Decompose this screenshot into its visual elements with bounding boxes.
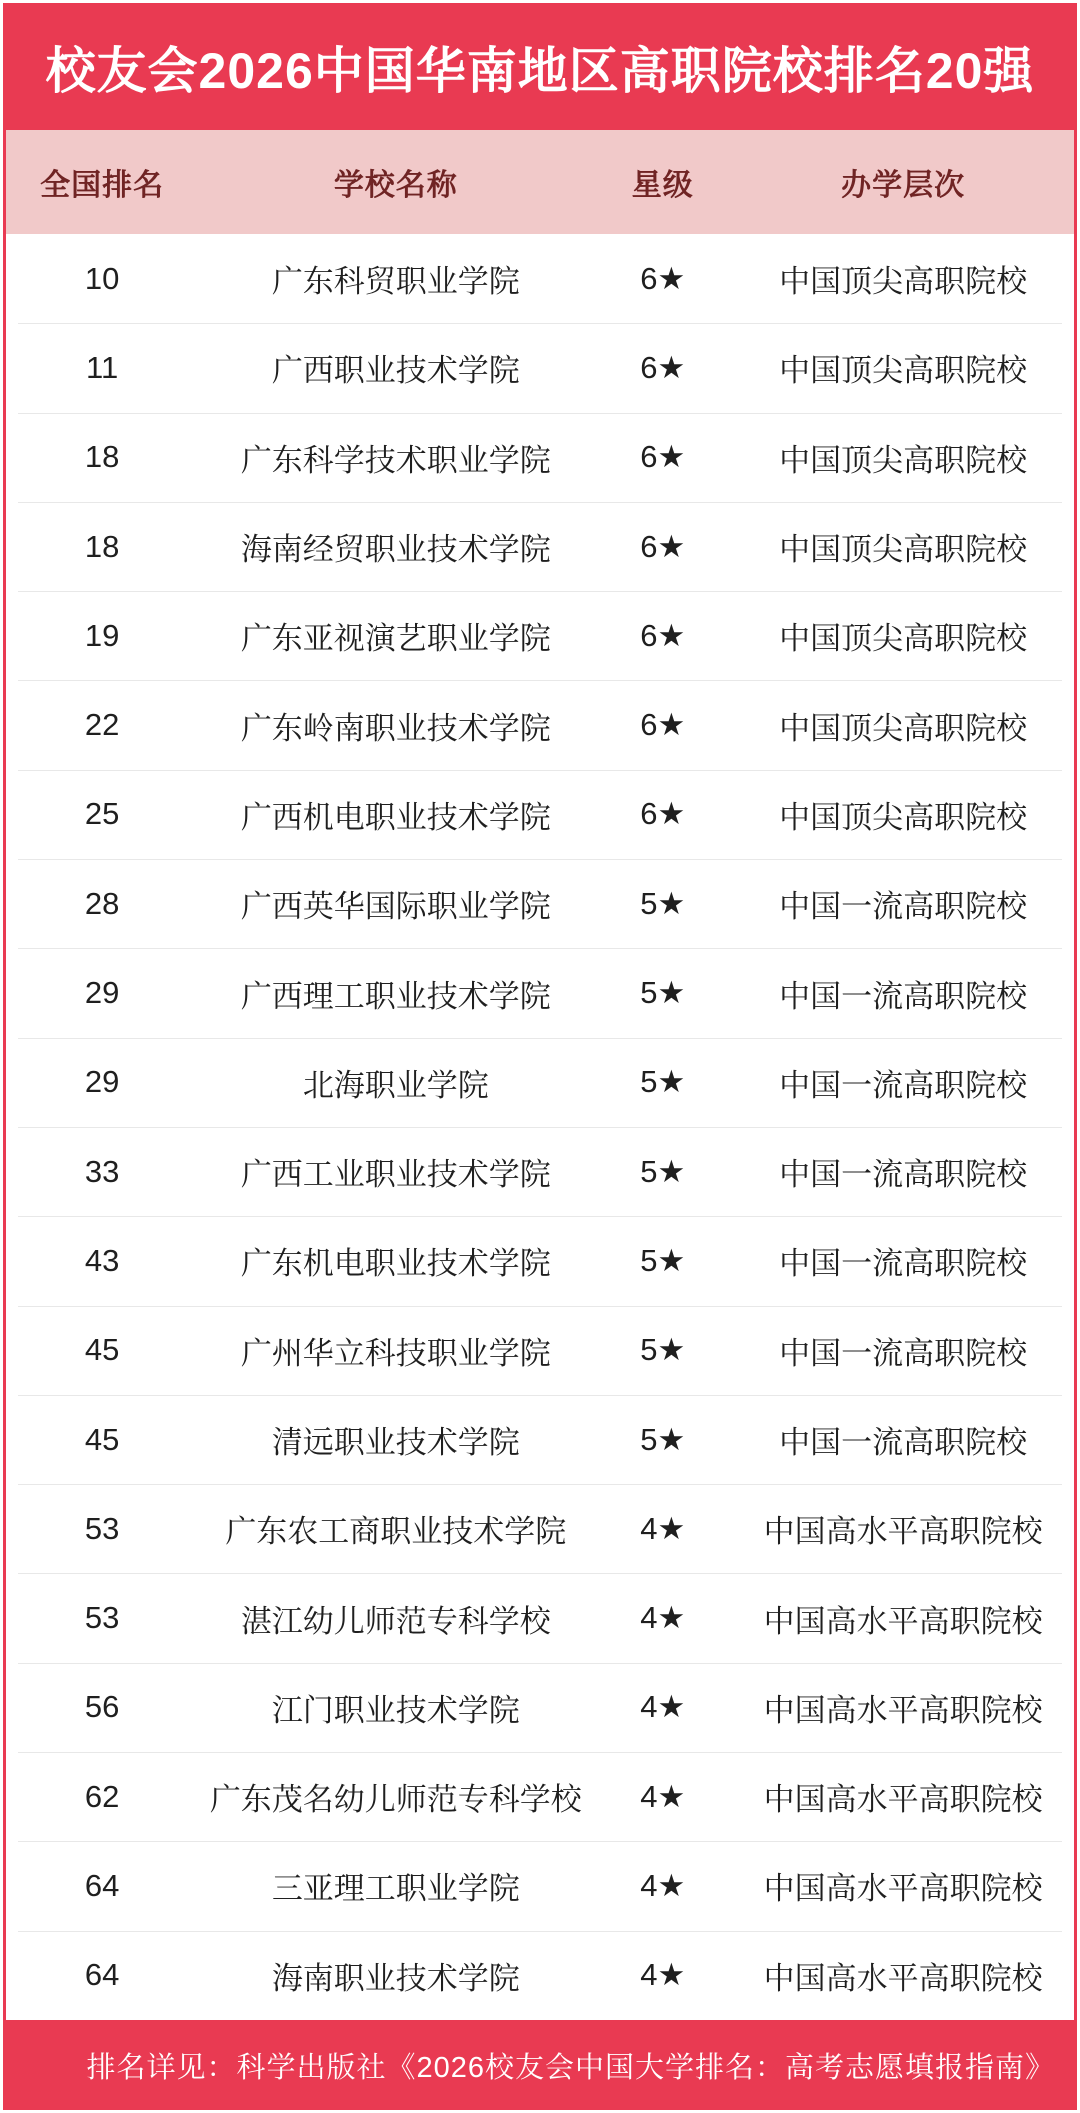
rank-cell: 18: [84, 439, 120, 475]
star-cell: 4★: [640, 1867, 686, 1903]
school-name-cell: 广西机电职业技术学院: [240, 799, 551, 835]
star-cell: 6★: [640, 707, 686, 743]
level-cell: 中国一流高职院校: [779, 889, 1028, 925]
school-name-cell: 广东岭南职业技术学院: [240, 710, 551, 746]
column-header-star: 星级: [631, 169, 694, 202]
table-row: [6, 1216, 1074, 1305]
school-name-cell: 广东亚视演艺职业学院: [240, 621, 551, 657]
rank-cell: 28: [84, 885, 120, 921]
rank-cell: 53: [84, 1510, 120, 1546]
school-name-cell: 广东机电职业技术学院: [240, 1246, 551, 1282]
star-cell: 6★: [640, 796, 686, 832]
star-cell: 6★: [640, 439, 686, 475]
school-name-cell: 广州华立科技职业学院: [240, 1335, 551, 1371]
level-cell: 中国一流高职院校: [779, 978, 1028, 1014]
school-name-cell: 广东茂名幼儿师范专科学校: [209, 1782, 582, 1818]
star-cell: 5★: [640, 1153, 686, 1189]
level-cell: 中国顶尖高职院校: [779, 442, 1028, 478]
rank-cell: 45: [84, 1421, 120, 1457]
star-cell: 4★: [640, 1778, 686, 1814]
table-row: [6, 1306, 1074, 1395]
school-name-cell: 广东科学技术职业学院: [240, 442, 551, 478]
school-name-cell: 海南职业技术学院: [271, 1960, 520, 1996]
rank-cell: 53: [84, 1600, 120, 1636]
rank-cell: 18: [84, 528, 120, 564]
level-cell: 中国顶尖高职院校: [779, 621, 1028, 657]
school-name-cell: 江门职业技术学院: [271, 1692, 520, 1728]
rank-cell: 64: [84, 1867, 120, 1903]
school-name-cell: 湛江幼儿师范专科学校: [240, 1603, 551, 1639]
level-cell: 中国高水平高职院校: [763, 1514, 1043, 1550]
table-row: [6, 502, 1074, 591]
rank-cell: 62: [84, 1778, 120, 1814]
table-row: [6, 1663, 1074, 1752]
level-cell: 中国一流高职院校: [779, 1335, 1028, 1371]
table-row: [6, 591, 1074, 680]
table-body: [6, 234, 1074, 2020]
level-cell: 中国一流高职院校: [779, 1246, 1028, 1282]
column-header-school: 学校名称: [333, 169, 458, 202]
school-name-cell: 北海职业学院: [302, 1067, 489, 1103]
star-cell: 4★: [640, 1957, 686, 1993]
rank-cell: 33: [84, 1153, 120, 1189]
level-cell: 中国顶尖高职院校: [779, 353, 1028, 389]
star-cell: 4★: [640, 1689, 686, 1725]
table-row: [6, 770, 1074, 859]
rank-cell: 56: [84, 1689, 120, 1725]
star-cell: 5★: [640, 975, 686, 1011]
school-name-cell: 清远职业技术学院: [271, 1425, 520, 1460]
table-row: [6, 1395, 1074, 1484]
footer-bar: [3, 2020, 1077, 2110]
rank-cell: 22: [84, 707, 120, 743]
table-row: [6, 1484, 1074, 1573]
star-cell: 6★: [640, 617, 686, 653]
table-row: [6, 1752, 1074, 1841]
level-cell: 中国一流高职院校: [779, 1157, 1028, 1193]
star-cell: 4★: [640, 1510, 686, 1546]
column-header-rank: 全国排名: [40, 169, 165, 202]
school-name-cell: 广西工业职业技术学院: [240, 1157, 551, 1193]
table-row: [6, 680, 1074, 769]
level-cell: 中国顶尖高职院校: [779, 264, 1028, 300]
rank-cell: 10: [84, 260, 120, 296]
star-cell: 5★: [640, 885, 686, 921]
school-name-cell: 广西英华国际职业学院: [240, 889, 551, 925]
table-row: [6, 1038, 1074, 1127]
star-cell: 6★: [640, 528, 686, 564]
star-cell: 5★: [640, 1064, 686, 1100]
column-header-level: 办学层次: [841, 169, 966, 202]
star-cell: 5★: [640, 1421, 686, 1457]
table-row: [6, 234, 1074, 323]
table-row: [6, 859, 1074, 948]
level-cell: 中国顶尖高职院校: [779, 799, 1028, 835]
level-cell: 中国高水平高职院校: [763, 1871, 1043, 1907]
level-cell: 中国一流高职院校: [779, 1067, 1028, 1103]
level-cell: 中国高水平高职院校: [763, 1782, 1043, 1818]
school-name-cell: 海南经贸职业技术学院: [240, 532, 551, 568]
school-name-cell: 广西理工职业技术学院: [240, 978, 551, 1014]
rank-cell: 29: [84, 1064, 120, 1100]
table-row: [6, 1573, 1074, 1662]
level-cell: 中国一流高职院校: [779, 1425, 1028, 1460]
table-row: [6, 1127, 1074, 1216]
school-name-cell: 广西职业技术学院: [271, 353, 520, 389]
title-bar: [3, 3, 1077, 130]
level-cell: 中国顶尖高职院校: [779, 710, 1028, 746]
table-row: [6, 1931, 1074, 2020]
table-row: [6, 323, 1074, 412]
rank-cell: 25: [84, 796, 120, 832]
rank-cell: 19: [84, 617, 120, 653]
star-cell: 6★: [640, 260, 686, 296]
rank-cell: 64: [84, 1957, 120, 1993]
star-cell: 4★: [640, 1600, 686, 1636]
level-cell: 中国高水平高职院校: [763, 1603, 1043, 1639]
school-name-cell: 三亚理工职业学院: [271, 1871, 520, 1907]
school-name-cell: 广东科贸职业学院: [271, 264, 520, 300]
page-title: 校友会2026中国华南地区高职院校排名20强: [45, 42, 1035, 99]
table-header-row: [6, 130, 1074, 234]
rank-cell: 11: [86, 349, 119, 385]
star-cell: 5★: [640, 1332, 686, 1368]
star-cell: 5★: [640, 1242, 686, 1278]
rank-cell: 29: [84, 975, 120, 1011]
level-cell: 中国高水平高职院校: [763, 1960, 1043, 1996]
star-cell: 6★: [640, 349, 686, 385]
school-name-cell: 广东农工商职业技术学院: [225, 1514, 567, 1550]
table-row: [6, 1841, 1074, 1930]
footer-note: 排名详见：科学出版社《2026校友会中国大学排名：高考志愿填报指南》: [86, 2051, 1055, 2084]
rank-cell: 45: [84, 1332, 120, 1368]
ranking-table: [6, 130, 1074, 2020]
level-cell: 中国顶尖高职院校: [779, 532, 1028, 568]
level-cell: 中国高水平高职院校: [763, 1692, 1043, 1728]
table-row: [6, 948, 1074, 1037]
rank-cell: 43: [84, 1242, 120, 1278]
table-row: [6, 413, 1074, 502]
